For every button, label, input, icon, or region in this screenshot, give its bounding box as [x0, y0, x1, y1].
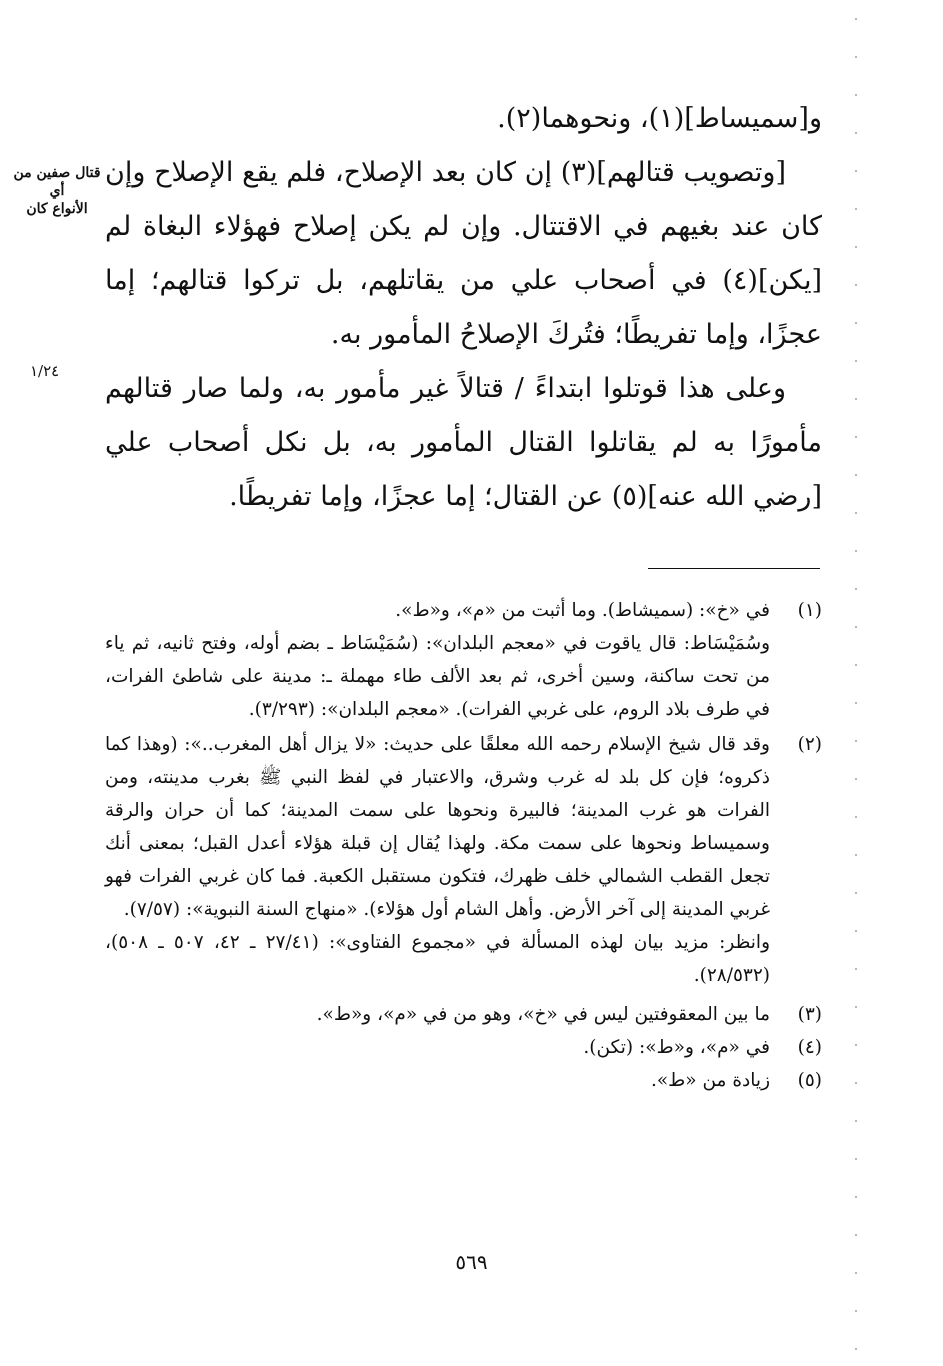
footnote-number: (٥)	[797, 1070, 822, 1091]
footnote-paragraph: وقد قال شيخ الإسلام رحمه الله معلقًا على حديث: «لا يزال أهل المغرب..»: (وهذا كما ذكروه؛ فإن كل بلد له غرب وشرق، والاعتبار في لفظ النبي ﷺ بغرب مدينته، ومن الفرات هو غرب المدينة؛ فالبيرة ونحوها على سمت المدينة؛ كما أن حران والرقة وسميساط ونحوها على سمت مكة. ولهذا يُقال إن قبلة هؤلاء أعدل القبل؛ بمعنى أنك تجعل القطب الشمالي خلف ظهرك، فتكون مستقبل الكعبة. فما كان غربي الفرات فهو غربي المدينة إلى آخر الأرض. وأهل الشام أول هؤلاء). «منهاج السنة النبوية»: (٧/٥٧).	[105, 734, 770, 920]
main-paragraph-1: [وتصويب قتالهم](٣) إن كان بعد الإصلاح، فلم يقع الإصلاح وإن كان عند بغيهم في الاقتتال. وإن لم يكن إصلاح فهؤلاء البغاة لم [يكن](٤) في أصحاب علي من يقاتلهم، بل تركوا قتالهم؛ إما عجزًا، وإما تفريطًا؛ فتُركَ الإصلاحُ المأمور به.	[105, 157, 822, 350]
footnote-paragraph: في «م»، و«ط»: (تكن).	[583, 1037, 770, 1058]
footnote-number: (٣)	[797, 1004, 822, 1025]
main-line-1: و[سميساط](١)، ونحوهما(٢).	[497, 103, 822, 134]
page-number: ٥٦٩	[455, 1250, 488, 1274]
footnote-body	[105, 1064, 770, 1097]
footnote-number: (١)	[797, 600, 822, 621]
footnote-number: (٤)	[797, 1037, 822, 1058]
footnote-separator	[648, 568, 820, 569]
footnote-paragraph: زيادة من «ط».	[650, 1070, 770, 1091]
margin-note-line-2: الأنواع كان	[26, 201, 88, 217]
footnote-number: (٢)	[797, 734, 822, 755]
footnote-paragraph: ما بين المعقوفتين ليس في «خ»، وهو من في «م»، و«ط».	[316, 1004, 770, 1025]
footnote-body	[105, 998, 770, 1031]
footnote-4	[105, 1031, 822, 1064]
footnote-paragraph: وسُمَيْسَاط: قال ياقوت في «معجم البلدان»: (سُمَيْسَاط ـ بضم أوله، وفتح ثانيه، ثم ياء من تحت ساكنة، وسين أخرى، ثم بعد الألف طاء مهملة ـ: مدينة على شاطئ الفرات، في طرف بلاد الروم، على غربي الفرات). «معجم البلدان»: (٣/٢٩٣).	[105, 633, 770, 720]
footnote-body	[105, 728, 770, 992]
footnotes	[105, 594, 822, 1097]
footnote-body	[105, 594, 770, 726]
page-edge-dots	[853, 0, 859, 1366]
margin-note-line-1: قتال صفين من أي	[13, 165, 101, 199]
margin-page-ref: ١/٢٤	[30, 362, 60, 380]
footnote-body	[105, 1031, 770, 1064]
margin-note	[8, 164, 106, 218]
footnote-3	[105, 998, 822, 1031]
footnote-1	[105, 594, 822, 726]
footnote-paragraph: في «خ»: (سميشاط). وما أثبت من «م»، و«ط».	[395, 600, 770, 621]
footnote-paragraph: وانظر: مزيد بيان لهذه المسألة في «مجموع الفتاوى»: (٢٧/٤١ ـ ٤٢، ٥٠٧ ـ ٥٠٨)، (٢٨/٥٣٢).	[105, 932, 770, 986]
main-text	[105, 92, 822, 524]
main-paragraph-2: وعلى هذا قوتلوا ابتداءً / قتالاً غير مأمور به، ولما صار قتالهم مأمورًا به لم يقاتلوا القتال المأمور به، بل نكل أصحاب علي [رضي الله عنه](٥) عن القتال؛ إما عجزًا، وإما تفريطًا.	[105, 373, 822, 512]
footnote-2	[105, 728, 822, 992]
footnote-5	[105, 1064, 822, 1097]
